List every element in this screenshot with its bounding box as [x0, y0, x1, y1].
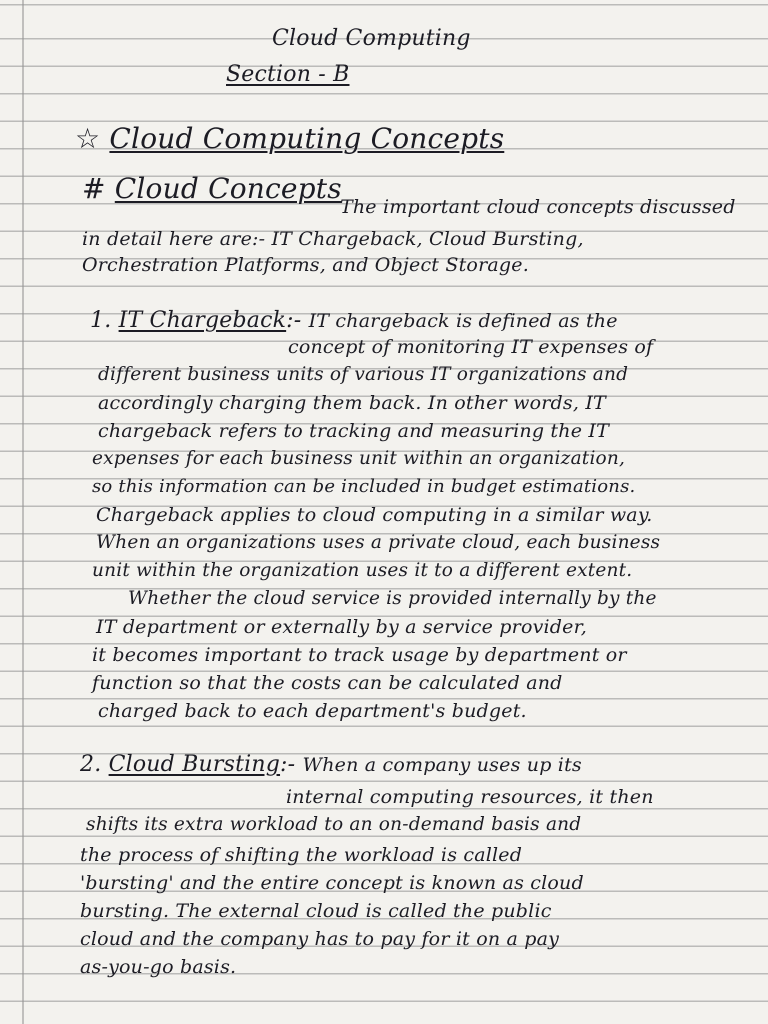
chargeback-line: When an organizations uses a private cloud, each business	[96, 532, 661, 553]
chargeback-separator: :-	[286, 308, 302, 333]
chargeback-line: Whether the cloud service is provided internally by the	[128, 588, 657, 609]
chargeback-line: function so that the costs can be calculated and	[92, 672, 563, 694]
sub-heading-text: Cloud Concepts	[114, 172, 342, 205]
margin-line	[22, 0, 24, 1024]
bursting-separator: :-	[280, 752, 296, 777]
bursting-term: Cloud Bursting	[108, 752, 281, 777]
chargeback-line: unit within the organization uses it to a different extent.	[92, 560, 633, 581]
chargeback-line: concept of monitoring IT expenses of	[288, 336, 654, 358]
chargeback-line: it becomes important to track usage by department or	[92, 644, 627, 666]
chargeback-line: Chargeback applies to cloud computing in a similar way.	[96, 504, 653, 526]
sub-heading	[82, 172, 342, 205]
bursting-line: as-you-go basis.	[80, 956, 237, 978]
bursting-line: shifts its extra workload to an on-demand basis and	[86, 814, 582, 835]
bursting-heading	[80, 752, 582, 777]
section-label: Section - B	[226, 62, 350, 87]
bursting-line: cloud and the company has to pay for it on a pay	[80, 928, 560, 950]
bursting-line: bursting. The external cloud is called the public	[80, 900, 552, 922]
page-title: Cloud Computing	[272, 26, 471, 51]
main-heading-text: Cloud Computing Concepts	[109, 122, 505, 155]
hash-icon: #	[82, 172, 106, 205]
main-heading	[75, 122, 504, 155]
chargeback-first-line: IT chargeback is defined as the	[308, 310, 618, 332]
chargeback-number: 1.	[90, 308, 112, 333]
chargeback-line: so this information can be included in budget estimations.	[92, 476, 636, 497]
chargeback-line: IT department or externally by a service provider,	[96, 616, 588, 638]
chargeback-line: different business units of various IT organizations and	[98, 364, 629, 385]
chargeback-line: expenses for each business unit within an organization,	[92, 448, 626, 469]
chargeback-term: IT Chargeback	[118, 308, 287, 333]
bursting-line: internal computing resources, it then	[286, 786, 654, 808]
bursting-number: 2.	[80, 752, 102, 777]
intro-line: Orchestration Platforms, and Object Storage.	[82, 254, 529, 276]
bursting-line: the process of shifting the workload is called	[80, 844, 523, 866]
star-icon: ☆	[75, 122, 101, 155]
chargeback-line: chargeback refers to tracking and measuring the IT	[98, 420, 609, 442]
chargeback-line: accordingly charging them back. In other words, IT	[98, 392, 606, 414]
bursting-line: 'bursting' and the entire concept is known as cloud	[80, 872, 584, 894]
bursting-first-line: When a company uses up its	[302, 754, 582, 776]
intro-line: in detail here are:- IT Chargeback, Cloud Bursting,	[82, 228, 584, 250]
chargeback-heading	[90, 308, 618, 333]
chargeback-line: charged back to each department's budget.	[98, 700, 527, 722]
intro-line: The important cloud concepts discussed	[340, 196, 736, 218]
